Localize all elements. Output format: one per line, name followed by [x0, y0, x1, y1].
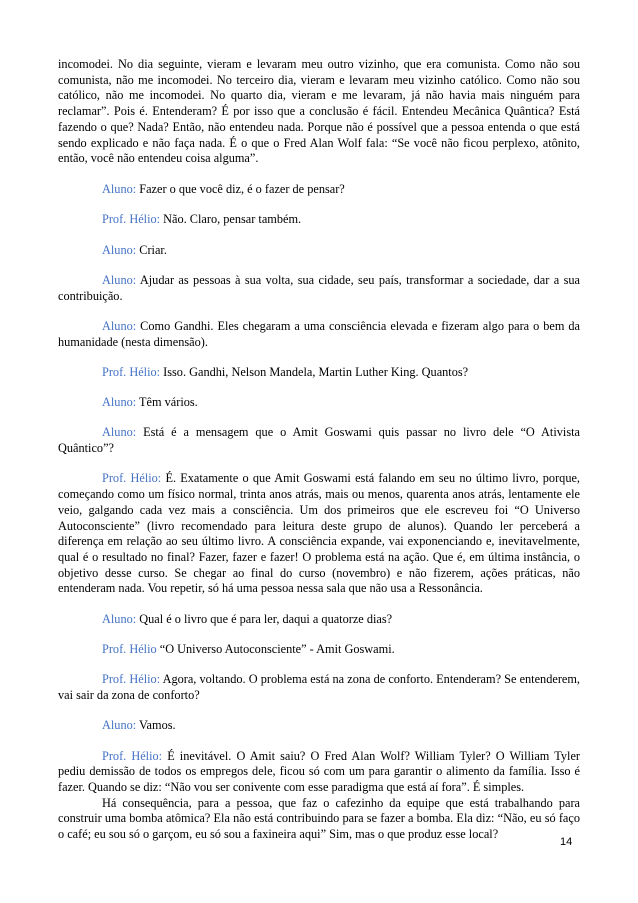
dialogue-text: Está é a mensagem que o Amit Goswami quis passar no livro dele “O Ativista Quântico”?	[58, 425, 580, 456]
dialogue-paragraph	[58, 471, 580, 597]
dialogue-text: Criar.	[136, 242, 167, 257]
dialogue-text: Isso. Gandhi, Nelson Mandela, Martin Luther King. Quantos?	[160, 364, 469, 379]
dialogue-text: Vamos.	[136, 718, 176, 733]
speaker-label: Aluno:	[102, 395, 137, 410]
dialogue-paragraph	[58, 182, 580, 198]
speaker-label: Prof. Hélio:	[102, 672, 161, 687]
speaker-label: Prof. Hélio:	[102, 212, 161, 227]
dialogue-paragraph	[58, 642, 580, 658]
dialogue-text: Não. Claro, pensar também.	[160, 212, 302, 227]
dialogue-paragraph	[58, 718, 580, 734]
speaker-label: Aluno:	[102, 611, 137, 626]
dialogue-paragraph	[58, 672, 580, 703]
dialogue-text: Têm vários.	[136, 395, 198, 410]
dialogue-text: Ajudar as pessoas à sua volta, sua cidade, seu país, transformar a sociedade, dar a sua contribuição.	[58, 272, 580, 303]
dialogue-paragraph	[58, 212, 580, 228]
dialogue-text: É. Exatamente o que Amit Goswami está falando em seu no último livro, porque, começando como um físico normal, trinta anos atrás, mais ou menos, quarenta anos atrás, lentamente ele veio, galgando cada vez mais a consciência. Um dos primeiros que ele escreveu foi “O Universo Autoconsciente” (livro recomendado para leitura deste grupo de alunos). Quando ler perceberá a diferença em relação ao seu último livro. A consciência expande, vai exponenciando e, inevitavelmente, qual é o resultado no final? Fazer, fazer e fazer! O problema está na ação. Que é, em última instância, o objetivo desse curso. Se chegar ao final do curso (novembro) e não fizerem, ações práticas, não entenderam nada. Vou repetir, só há uma pessoa nessa sala que não usa a Ressonância.	[58, 471, 580, 596]
speaker-label: Aluno:	[102, 318, 137, 333]
speaker-label: Prof. Hélio	[102, 641, 157, 656]
continuation-paragraph: Há consequência, para a pessoa, que faz o cafezinho da equipe que está trabalhando para construir uma bomba atômica? Ela não está contribuindo para se fazer a bomba. Ela diz: “Não, eu só faço o café; eu sou só o garçom, eu só sou a faxineira aqui” Sim, mas o que produz esse local?	[58, 795, 580, 842]
dialogue-text: Qual é o livro que é para ler, daqui a quatorze dias?	[136, 611, 393, 626]
page-body	[58, 57, 580, 843]
speaker-label: Prof. Hélio:	[102, 471, 162, 486]
intro-paragraph: incomodei. No dia seguinte, vieram e levaram meu outro vizinho, que era comunista. Como não sou comunista, não me incomodei. No terceiro dia, vieram e levaram meu vizinho católico. Como não sou católico, não me incomodei. No quarto dia, vieram e me levaram, já não havia mais ninguém para reclamar”. Pois é. Entenderam? É por isso que a conclusão é fácil. Entendeu Mecânica Quântica? Está fazendo o que? Nada? Então, não entendeu nada. Porque não é possível que a pessoa entenda o que está sendo explicado e não faça nada. É o que o Fred Alan Wolf fala: “Se você não ficou perplexo, atônito, então, você não entendeu coisa alguma”.	[58, 57, 580, 166]
dialogue-paragraph	[58, 319, 580, 350]
dialogue-paragraph	[58, 425, 580, 456]
dialogue-paragraph	[58, 365, 580, 381]
speaker-label: Aluno:	[102, 272, 137, 287]
dialogue-text: “O Universo Autoconsciente” - Amit Goswami.	[156, 641, 395, 656]
dialogue-text: Fazer o que você diz, é o fazer de pensar?	[136, 181, 345, 196]
dialogue-paragraph	[58, 273, 580, 304]
dialogue-text: Como Gandhi. Eles chegaram a uma consciência elevada e fizeram algo para o bem da humanidade (nesta dimensão).	[58, 318, 580, 349]
speaker-label: Aluno:	[102, 242, 137, 257]
dialogue-paragraph	[58, 243, 580, 259]
speaker-label: Aluno:	[102, 718, 137, 733]
dialogue-text: Agora, voltando. O problema está na zona de conforto. Entenderam? Se entenderem, vai sair da zona de conforto?	[58, 672, 581, 702]
speaker-label: Aluno:	[102, 181, 137, 196]
page-number: 14	[560, 836, 573, 848]
speaker-label: Prof. Hélio:	[102, 748, 163, 763]
speaker-label: Aluno:	[102, 425, 137, 440]
speaker-label: Prof. Hélio:	[102, 364, 161, 379]
dialogue-paragraph	[58, 395, 580, 411]
dialogue-paragraph	[58, 612, 580, 628]
dialogue-paragraph	[58, 749, 580, 796]
dialogue-text: É inevitável. O Amit saiu? O Fred Alan Wolf? William Tyler? O William Tyler pediu demissão de todos os empregos dele, ficou só com um para garantir o alimento da família. Isso é fazer. Quando se diz: “Não vou ser conivente com esse paradigma que está aí fora”. É simples.	[58, 748, 580, 794]
